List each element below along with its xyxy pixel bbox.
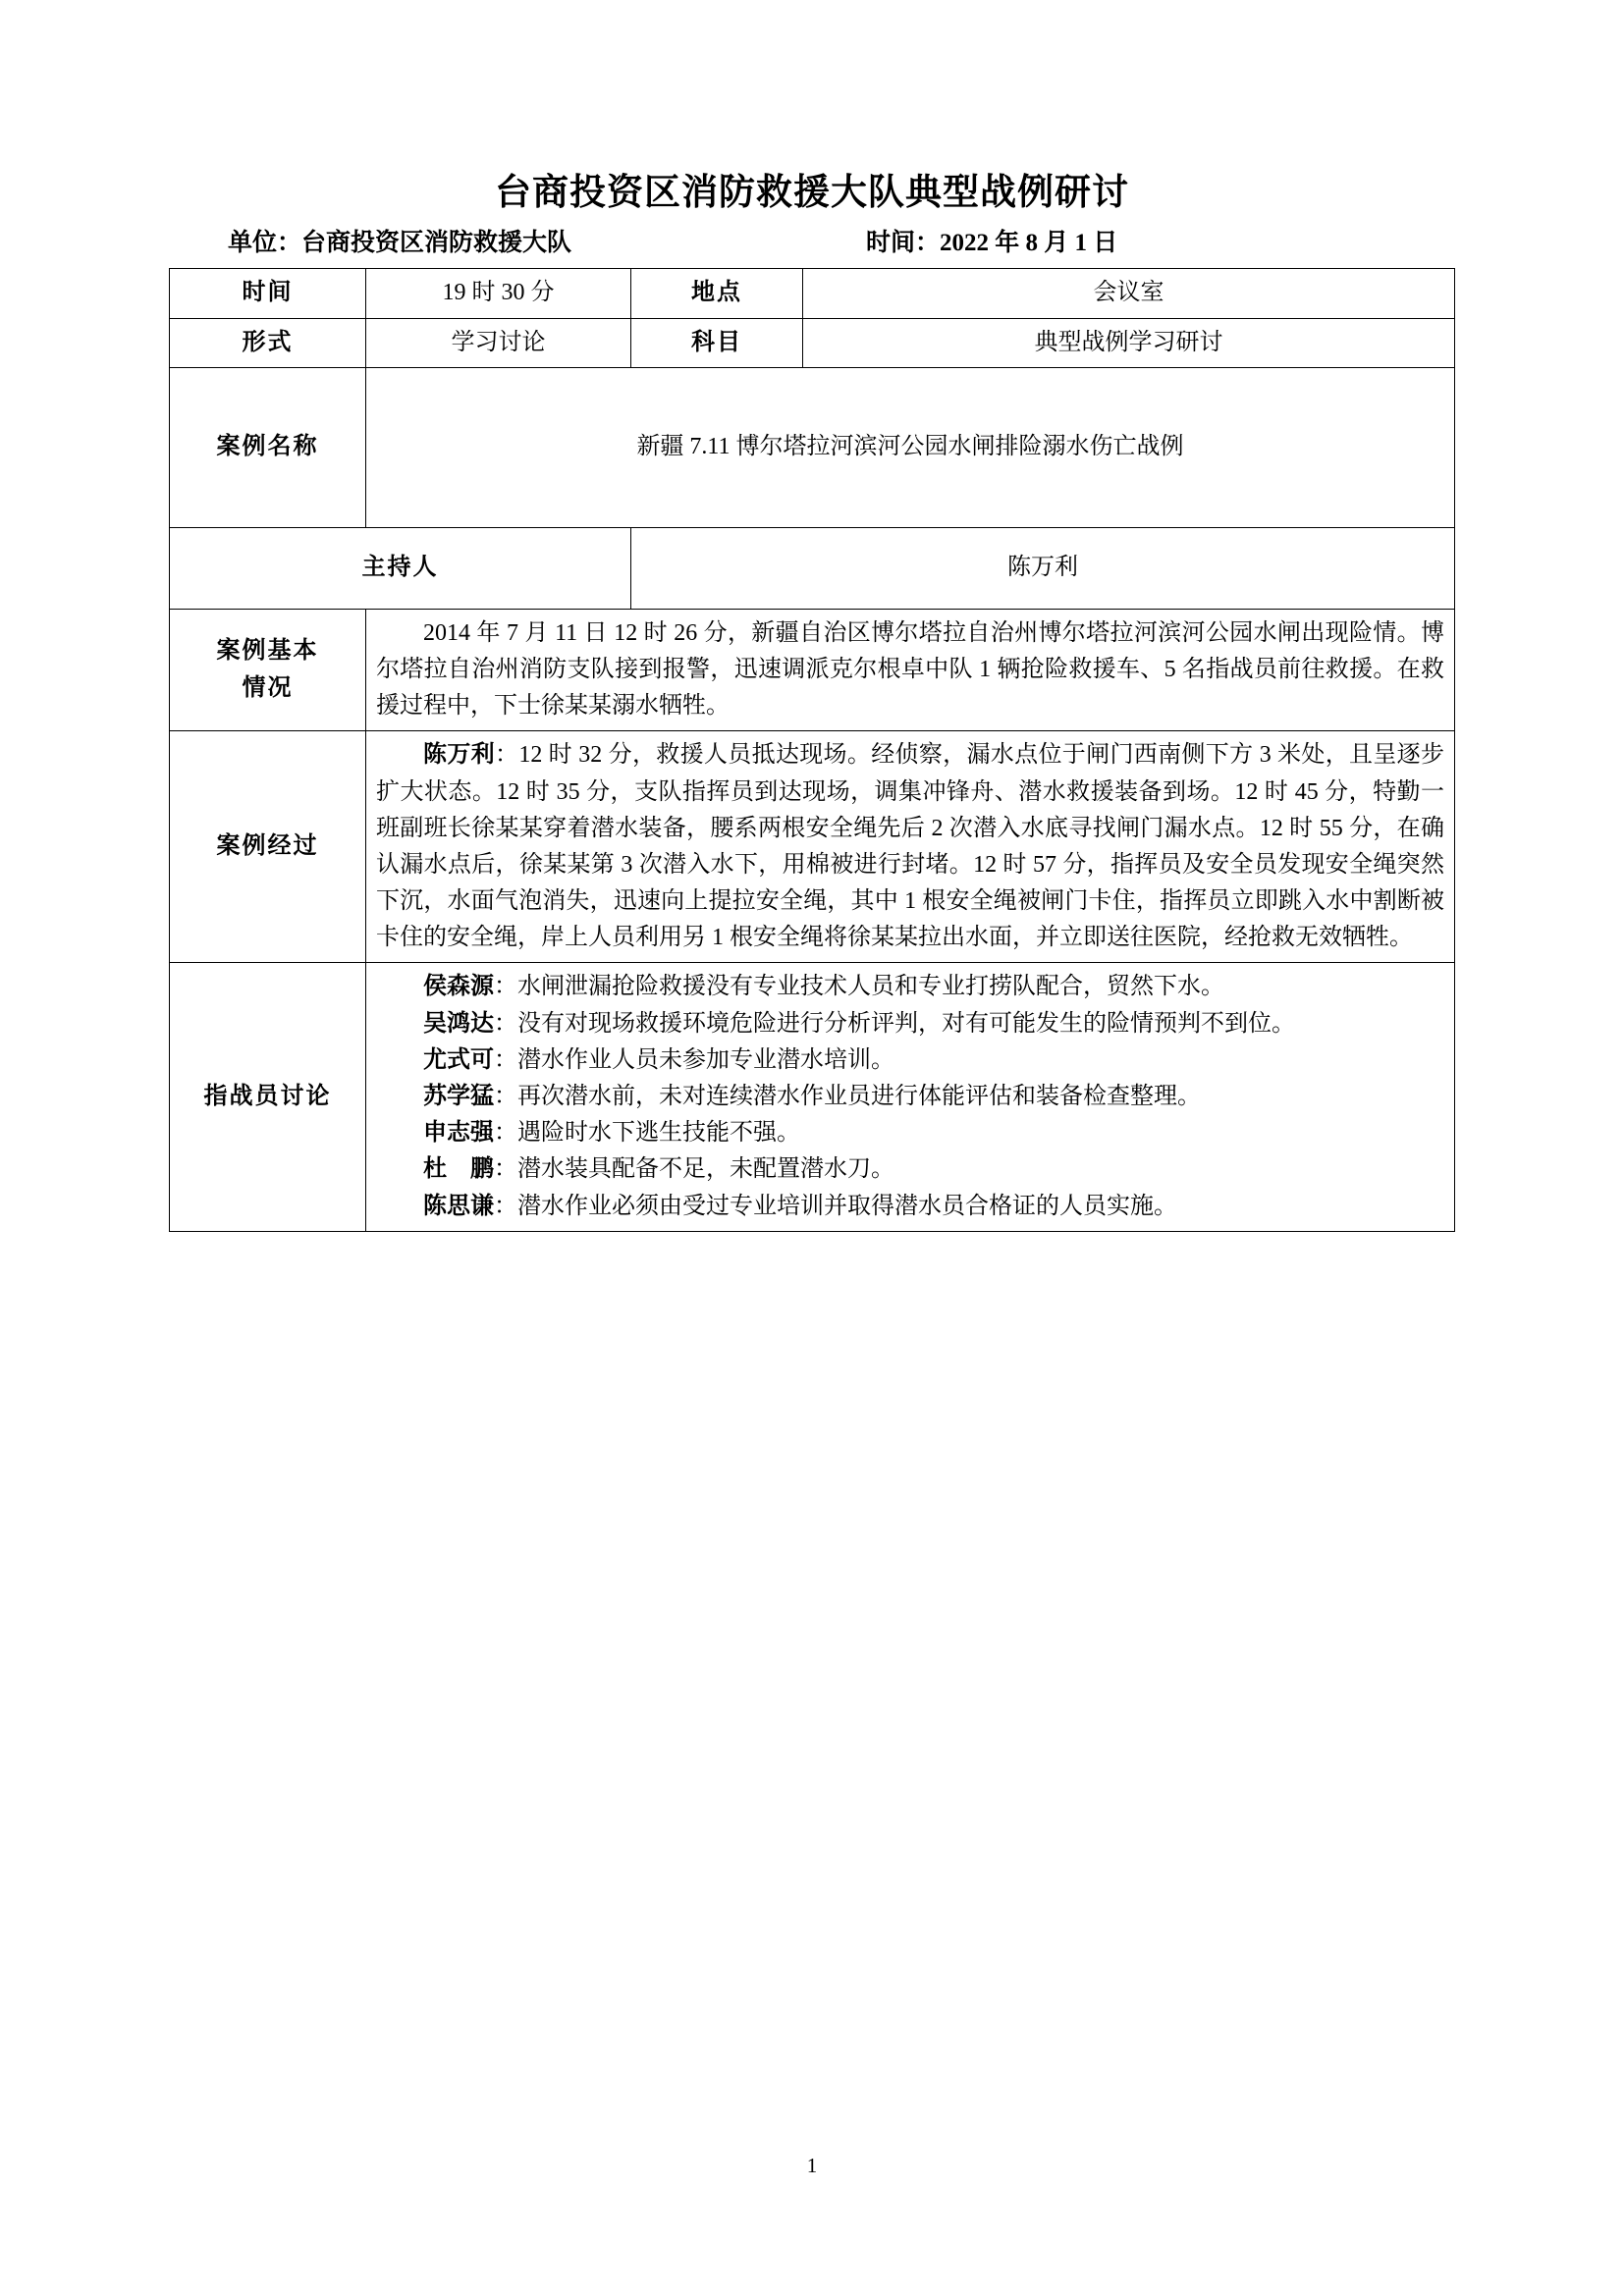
- page-number: 1: [806, 2154, 818, 2177]
- label-case-basic-line1: 案例基本: [216, 638, 319, 665]
- discussion-text: 再次潜水前，未对连续潜水作业员进行体能评估和装备检查整理。: [517, 1084, 1201, 1110]
- discussion-text: 潜水作业人员未参加专业潜水培训。: [517, 1046, 894, 1073]
- discussion-speaker: 尤式可: [423, 1046, 494, 1073]
- value-discussion: [366, 963, 1455, 1231]
- document-meta: [169, 223, 1455, 258]
- case-process-colon: ：: [494, 742, 519, 769]
- discussion-colon: ：: [494, 1046, 517, 1073]
- discussion-item: [376, 1006, 1444, 1042]
- meta-unit: [228, 223, 571, 258]
- label-case-basic: [170, 609, 366, 731]
- discussion-speaker: 陈思谦: [423, 1193, 494, 1219]
- label-form: 形式: [170, 318, 366, 367]
- meta-time-label: 时间：: [866, 230, 941, 257]
- case-process-text: 12 时 32 分，救援人员抵达现场。经侦察，漏水点位于闸门西南侧下方 3 米处，且呈逐步扩大状态。12 时 35 分，支队指挥员到达现场，调集冲锋舟、潜水救援装备到场。12 时 45 分，特勤一班副班长徐某某穿着潜水装备，腰系两根安全绳先后 2 次潜入水底寻找闸门漏水点。12 时 55 分，在确认漏水点后，徐某某第 3 次潜入水下，用棉被进行封堵。12 时 57 分，指挥员及安全员发现安全绳突然下沉，水面气泡消失，迅速向上提拉安全绳，其中 1 根安全绳被闸门卡住，指挥员立即跳入水中割断被卡住的安全绳，岸上人员利用另 1 根安全绳将徐某某拉出水面，并立即送往医院，经抢救无效牺牲。: [376, 742, 1445, 951]
- discussion-item: [376, 1189, 1444, 1225]
- meta-time: [866, 223, 1117, 258]
- case-basic-paragraph: 2014 年 7 月 11 日 12 时 26 分，新疆自治区博尔塔拉自治州博尔塔拉河滨河公园水闸出现险情。博尔塔拉自治州消防支队接到报警，迅速调派克尔根卓中队 1 辆抢险救援车、5 名指战员前往救援。在救援过程中，下士徐某某溺水牺牲。: [376, 619, 1444, 720]
- page-title: 台商投资区消防救援大队典型战例研讨: [495, 173, 1129, 213]
- label-host: 主持人: [170, 527, 631, 609]
- discussion-speaker: 苏学猛: [423, 1084, 494, 1110]
- discussion-speaker: 侯森源: [423, 974, 494, 1000]
- value-form: 学习讨论: [366, 318, 631, 367]
- discussion-speaker: 申志强: [423, 1120, 494, 1147]
- discussion-item: [376, 1079, 1444, 1115]
- discussion-text: 潜水作业必须由受过专业培训并取得潜水员合格证的人员实施。: [517, 1193, 1177, 1219]
- table-row-discussion: [170, 963, 1455, 1231]
- meta-unit-value: 台商投资区消防救援大队: [301, 230, 572, 257]
- discussion-text: 水闸泄漏抢险救援没有专业技术人员和专业打捞队配合，贸然下水。: [517, 974, 1224, 1000]
- discussion-colon: ：: [494, 1156, 517, 1183]
- discussion-colon: ：: [494, 1193, 517, 1219]
- value-place: 会议室: [803, 269, 1455, 318]
- value-host: 陈万利: [631, 527, 1455, 609]
- discussion-text: 没有对现场救援环境危险进行分析评判，对有可能发生的险情预判不到位。: [517, 1010, 1295, 1037]
- discussion-colon: ：: [494, 974, 517, 1000]
- case-process-speaker: 陈万利: [423, 742, 495, 769]
- label-discussion: 指战员讨论: [170, 963, 366, 1231]
- discussion-speaker: 吴鸿达: [423, 1010, 494, 1037]
- label-case-name: 案例名称: [170, 367, 366, 527]
- meta-time-value: 2022 年 8 月 1 日: [940, 230, 1118, 257]
- discussion-text: 潜水装具配备不足，未配置潜水刀。: [517, 1156, 894, 1183]
- meta-unit-label: 单位：: [228, 230, 302, 257]
- table-row-case-name: [170, 367, 1455, 527]
- table-row-form-subject: [170, 318, 1455, 367]
- discussion-colon: ：: [494, 1084, 517, 1110]
- discussion-item: [376, 969, 1444, 1005]
- discussion-colon: ：: [494, 1120, 517, 1147]
- label-case-basic-line2: 情况: [242, 674, 294, 701]
- value-case-basic: [366, 609, 1455, 731]
- discussion-item: [376, 1115, 1444, 1151]
- value-case-name: 新疆 7.11 博尔塔拉河滨河公园水闸排险溺水伤亡战例: [366, 367, 1455, 527]
- label-time: 时间: [170, 269, 366, 318]
- discussion-item: [376, 1042, 1444, 1079]
- discussion-text: 遇险时水下逃生技能不强。: [517, 1120, 800, 1147]
- value-case-process: [366, 731, 1455, 963]
- discussion-item: [376, 1151, 1444, 1188]
- table-row-case-basic: [170, 609, 1455, 731]
- case-process-paragraph: [376, 737, 1444, 956]
- value-time: 19 时 30 分: [366, 269, 631, 318]
- label-place: 地点: [631, 269, 803, 318]
- discussion-colon: ：: [494, 1010, 517, 1037]
- table-row-time-place: [170, 269, 1455, 318]
- value-subject: 典型战例学习研讨: [803, 318, 1455, 367]
- label-case-process: 案例经过: [170, 731, 366, 963]
- table-row-host: [170, 527, 1455, 609]
- case-study-table: [169, 268, 1455, 1231]
- discussion-speaker: 杜 鹏: [423, 1156, 494, 1183]
- label-subject: 科目: [631, 318, 803, 367]
- table-row-case-process: [170, 731, 1455, 963]
